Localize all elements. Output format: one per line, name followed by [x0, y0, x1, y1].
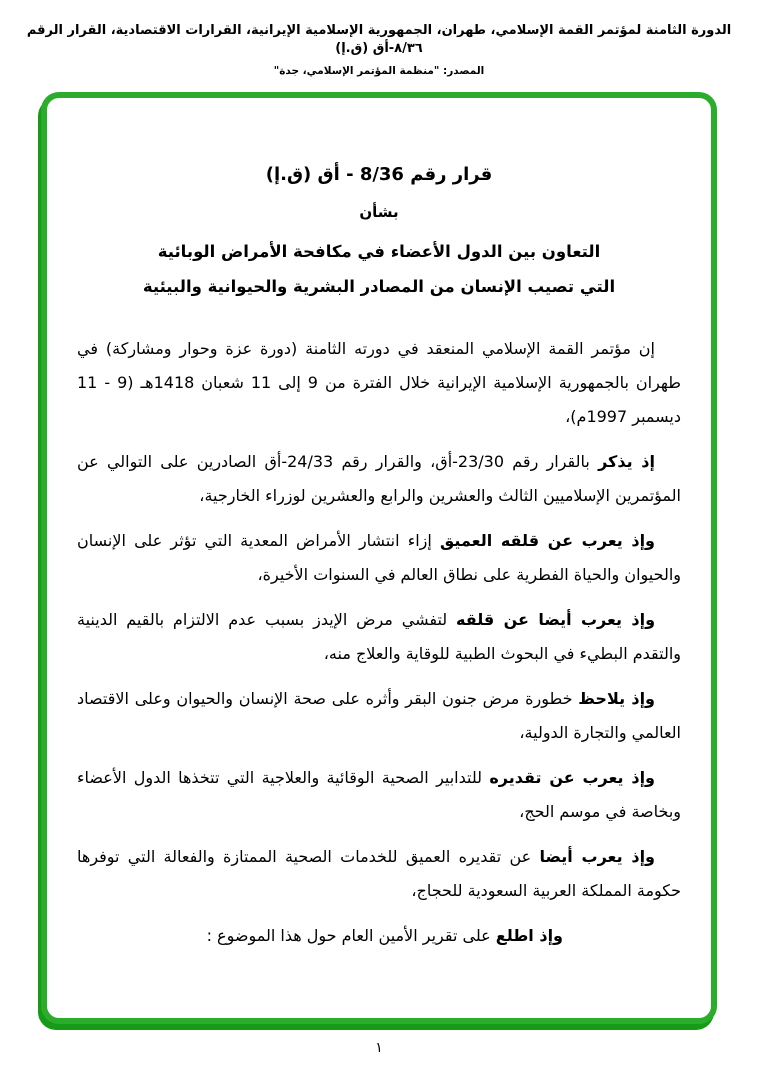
header-citation: الدورة الثامنة لمؤتمر القمة الإسلامي، طهران، الجمهورية الإسلامية الإيرانية، القرارات الاقتصادية، القرار الرقم ٨/٣٦-أق (ق.إ) [26, 23, 732, 56]
title-subject-line2: التي تصيب الإنسان من المصادر البشرية والحيوانية والبيئية [142, 277, 616, 296]
document-border-frame [41, 92, 717, 1024]
paragraph-text: عن تقديره العميق للخدمات الصحية الممتازة والفعالة التي توفرها حكومة المملكة العربية السعودية للحجاج، [77, 847, 681, 900]
paragraph-lead-phrase: وإذ يعرب أيضا عن قلقه [456, 610, 656, 629]
page-number: ١ [375, 1040, 383, 1056]
paragraph-text: لتفشي مرض الإيدز بسبب عدم الالتزام بالقيم الدينية والتقدم البطيء في البحوث الطبية للوقاية والعلاج منه، [77, 610, 681, 663]
document-header [0, 0, 758, 77]
preamble-paragraph [77, 445, 681, 513]
preamble-paragraph [77, 919, 681, 953]
paragraph-text: خطورة مرض جنون البقر وأثره على صحة الإنسان والحيوان وعلى الاقتصاد العالمي والتجارة الدولية، [77, 689, 681, 742]
paragraph-lead-phrase: وإذ يعرب أيضا [539, 847, 655, 866]
preamble-paragraph [77, 603, 681, 671]
paragraph-lead-phrase: وإذ يعرب عن قلقه العميق [440, 531, 655, 550]
paragraph-text: على تقرير الأمين العام حول هذا الموضوع : [206, 926, 496, 945]
paragraph-lead-phrase: إذ يذكر [598, 452, 656, 471]
document-body [77, 332, 681, 953]
document-content [47, 98, 711, 1018]
title-block [77, 158, 681, 304]
paragraph-lead-phrase: وإذ يعرب عن تقديره [489, 768, 656, 787]
title-regarding: بشأن [359, 203, 399, 221]
paragraph-text: بالقرار رقم 23/30-أق، والقرار رقم 24/33-أق الصادرين على التوالي عن المؤتمرين الإسلاميين الثالث والعشرين والرابع والعشرين لوزراء الخارجية، [77, 452, 681, 505]
paragraph-text: إزاء انتشار الأمراض المعدية التي تؤثر على الإنسان والحيوان والحياة الفطرية على نطاق العالم في السنوات الأخيرة، [77, 531, 681, 584]
paragraph-lead-phrase: وإذ اطلع [495, 926, 563, 945]
preamble-paragraph [77, 840, 681, 908]
resolution-number-title: قرار رقم 8/36 - أق (ق.إ) [265, 164, 493, 185]
title-subject-line1: التعاون بين الدول الأعضاء في مكافحة الأمراض الوبائية [157, 242, 601, 261]
paragraph-text: إن مؤتمر القمة الإسلامي المنعقد في دورته الثامنة (دورة عزة وحوار ومشاركة) في طهران بالجمهورية الإسلامية الإيرانية خلال الفترة من 9 إلى 11 شعبان 1418هـ (9 - 11 ديسمبر 1997م)، [77, 339, 681, 426]
preamble-paragraph [77, 332, 681, 434]
preamble-paragraph [77, 682, 681, 750]
paragraph-lead-phrase: وإذ يلاحظ [578, 689, 655, 708]
header-source: المصدر: "منظمة المؤتمر الإسلامي، جدة" [273, 65, 485, 77]
preamble-paragraph [77, 761, 681, 829]
preamble-paragraph [77, 524, 681, 592]
paragraph-text: للتدابير الصحية الوقائية والعلاجية التي تتخذها الدول الأعضاء وبخاصة في موسم الحج، [77, 768, 681, 821]
